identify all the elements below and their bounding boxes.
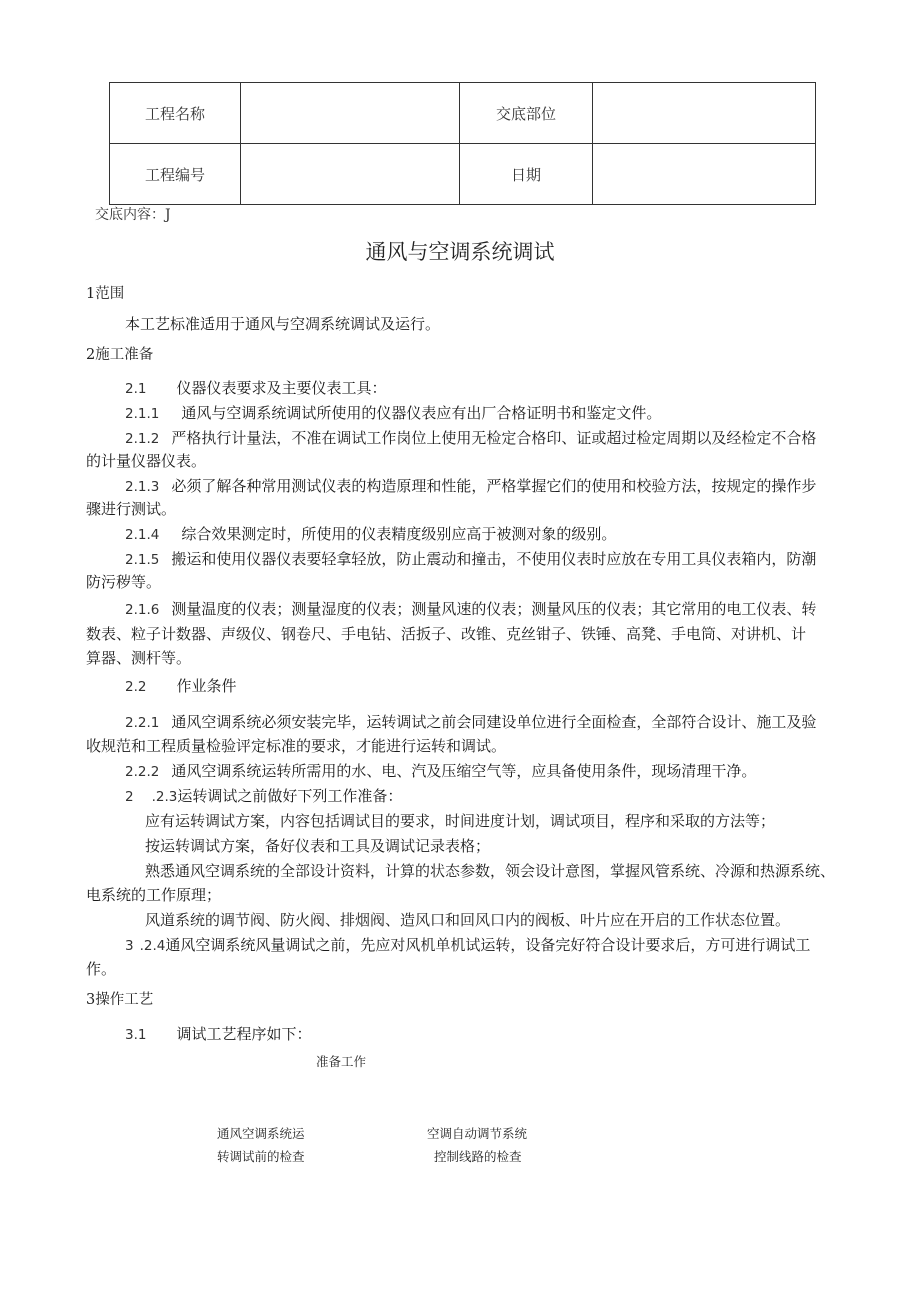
- para-2-1-6-line-3: 算器、测杆等。: [86, 649, 192, 667]
- para-2-1-4: [125, 523, 616, 547]
- para-2-1-6-line-2: 数表、粒子计数器、声级仪、钢卷尺、手电钻、活扳子、改锥、克丝钳子、铁锤、高凳、手电筒、对讲机、计: [86, 625, 807, 643]
- flowchart-node-prepare: 准备工作: [316, 1054, 367, 1069]
- para-text: 通风与空调系统调试所使用的仪器仪表应有出厂合格证明书和鉴定文件。: [181, 404, 662, 422]
- para-2-2-3-item-a: 应有运转调试方案，内容包括调试目的要求，时间进度计划，调试项目，程序和采取的方法等；: [145, 812, 776, 830]
- section-1-heading: 1范围: [86, 286, 125, 302]
- para-number-a: 3: [125, 938, 134, 954]
- para-text: 运转调试之前做好下列工作准备：: [177, 787, 403, 805]
- para-2-2-3-item-c-line-2: 电系统的工作原理；: [86, 886, 222, 904]
- para-2-2-4-line-1: [125, 934, 810, 958]
- para-2-2-1-line-2: 收规范和工程质量检验评定标准的要求，才能进行运转和调试。: [86, 737, 507, 755]
- para-2-1: [125, 377, 387, 401]
- para-number: 2.2.2: [125, 764, 160, 780]
- para-2-1-5-line-1: [125, 548, 816, 572]
- para-number-b: .2.4: [139, 938, 166, 954]
- para-2-1-5-line-2: 防污秽等。: [86, 573, 162, 591]
- para-2-1-2-line-2: 的计量仪器仪表。: [86, 452, 207, 470]
- para-number: 2.1.4: [125, 527, 160, 543]
- para-text: 搬运和使用仪器仪表要轻拿轻放，防止震动和撞击，不使用仪表时应放在专用工具仪表箱内，防潮: [171, 550, 817, 568]
- para-number: 2.2.1: [125, 715, 160, 731]
- para-text: 通风空调系统运转所需用的水、电、汽及压缩空气等，应具备使用条件，现场清理干净。: [171, 762, 757, 780]
- para-text: 综合效果测定时，所使用的仪表精度级别应高于被测对象的级别。: [181, 525, 617, 543]
- para-number: 2.1: [125, 381, 147, 397]
- para-2-2: [125, 675, 237, 699]
- para-text: 测量温度的仪表；测量湿度的仪表；测量风速的仪表；测量风压的仪表；其它常用的电工仪表、转: [171, 600, 817, 618]
- para-2-2-3-item-c-line-1: 熟悉通风空调系统的全部设计资料，计算的状态参数，领会设计意图，掌握风管系统、冷源和热源系统、: [145, 862, 836, 880]
- para-text: 必须了解各种常用测试仪表的构造原理和性能，严格掌握它们的使用和校验方法，按规定的操作步: [171, 477, 817, 495]
- handover-content-label: 交底内容：J: [95, 207, 171, 223]
- para-text: 仪器仪表要求及主要仪表工具：: [176, 379, 387, 397]
- header-row-2: [110, 144, 816, 205]
- header-table: [109, 82, 816, 205]
- para-number: 2.1.6: [125, 602, 160, 618]
- para-text: 调试工艺程序如下：: [176, 1025, 312, 1043]
- para-number-a: 2: [125, 789, 134, 805]
- date-label: 日期: [460, 144, 593, 205]
- para-2-2-1-line-1: [125, 711, 816, 735]
- flowchart-node-right-line-1: 空调自动调节系统: [427, 1126, 528, 1141]
- para-2-1-3-line-1: [125, 475, 816, 499]
- para-number-b: .2.3: [151, 789, 178, 805]
- date-value[interactable]: [593, 144, 816, 205]
- flowchart-node-right-line-2: 控制线路的检查: [434, 1149, 522, 1164]
- para-2-1-3-line-2: 骤进行测试。: [86, 500, 177, 518]
- handover-part-value[interactable]: [593, 83, 816, 144]
- project-name-label: 工程名称: [110, 83, 241, 144]
- para-2-2-4-line-2: 作。: [86, 960, 117, 978]
- section-2-heading: 2施工准备: [86, 347, 154, 363]
- para-2-1-6-line-1: [125, 598, 816, 622]
- para-text: 作业条件: [176, 677, 237, 695]
- project-name-value[interactable]: [241, 83, 460, 144]
- para-number: 3.1: [125, 1027, 147, 1043]
- para-2-2-3: [125, 785, 402, 809]
- flowchart-node-left-line-2: 转调试前的检查: [217, 1149, 305, 1164]
- header-row-1: [110, 83, 816, 144]
- document-title: 通风与空调系统调试: [365, 240, 555, 264]
- flowchart-node-left-line-1: 通风空调系统运: [217, 1126, 305, 1141]
- para-number: 2.2: [125, 679, 147, 695]
- section-1-text: 本工艺标准适用于通风与空凋系统调试及运行。: [125, 315, 441, 333]
- para-text: 通风空调系统必须安装完毕，运转调试之前会同建设单位进行全面检查，全部符合设计、施工及验: [171, 713, 817, 731]
- para-3-1: [125, 1023, 312, 1047]
- para-number: 2.1.2: [125, 431, 160, 447]
- para-text: 通风空调系统风量调试之前，先应对风机单机试运转，设备完好符合设计要求后，方可进行调试工: [165, 936, 811, 954]
- project-no-value[interactable]: [241, 144, 460, 205]
- para-number: 2.1.3: [125, 479, 160, 495]
- project-no-label: 工程编号: [110, 144, 241, 205]
- para-2-2-2: [125, 760, 756, 784]
- handover-part-label: 交底部位: [460, 83, 593, 144]
- para-number: 2.1.1: [125, 406, 160, 422]
- para-number: 2.1.5: [125, 552, 160, 568]
- para-text: 严格执行计量法，不准在调试工作岗位上使用无检定合格印、证或超过检定周期以及经检定不合格: [171, 429, 817, 447]
- para-2-2-3-item-d: 风道系统的调节阀、防火阀、排烟阀、造风口和回风口内的阀板、叶片应在开启的工作状态位置。: [145, 911, 791, 929]
- para-2-2-3-item-b: 按运转调试方案，备好仪表和工具及调试记录表格；: [145, 837, 491, 855]
- para-2-1-1: [125, 402, 661, 426]
- section-3-heading: 3操作工艺: [86, 992, 154, 1008]
- para-2-1-2-line-1: [125, 427, 816, 451]
